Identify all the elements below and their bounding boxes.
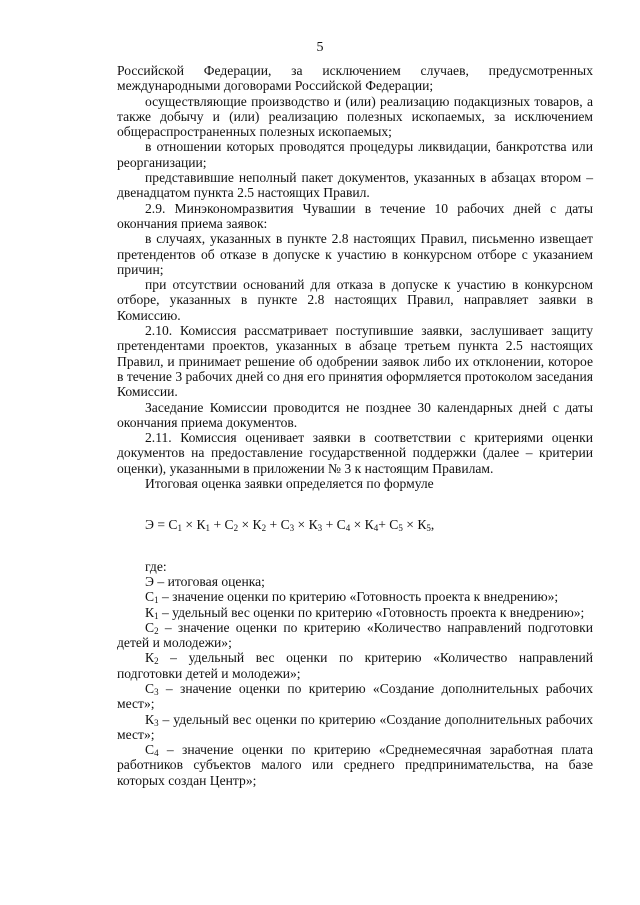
definition-item: $К_1$ – удельный вес оценки по критерию «Готовность проекта к внедрению»;: [145, 604, 585, 621]
definition-item: $С_2$ – значение оценки по критерию «Количество направлений подготовки детей и молодежи»;: [117, 619, 593, 651]
paragraph: 2.10. Комиссия рассматривает поступившие заявки, заслушивает защиту претендентами проектов, указанных в абзаце третьем пункта 2.5 настоящих Правил, и принимает решение об одобрении заявок либо их отклонении, которое в течение 3 рабочих дней со дня его принятия оформляется протоколом заседания Комиссии.: [117, 323, 593, 400]
where-label: где:: [145, 558, 167, 574]
paragraph: Итоговая оценка заявки определяется по формуле: [145, 476, 434, 492]
definition-item: $С_1$ – значение оценки по критерию «Готовность проекта к внедрению»;: [145, 589, 559, 606]
formula: $Э = С_1 \times К_1 + С_2 \times К_2 + С_3 \times К_3 + С_4 \times К_4+ С_5 \times К_5$,: [145, 517, 435, 534]
definition-item: $С_4$ – значение оценки по критерию «Среднемесячная заработная плата работников субъектов малого или среднего предпринимательства, на базе которых создан Центр»;: [117, 742, 593, 788]
definition-item: Э – итоговая оценка;: [145, 573, 265, 589]
paragraph: 2.9. Минэкономразвития Чувашии в течение 10 рабочих дней с даты окончания приема заявок:: [117, 200, 593, 231]
paragraph: Российской Федерации, за исключением случаев, предусмотренных международными договорами Российской Федерации;: [117, 63, 593, 94]
document-body: [117, 63, 593, 788]
symbol: $С_4$: [145, 742, 159, 759]
paragraph: в случаях, указанных в пункте 2.8 настоящих Правил, письменно извещает претендентов об отказе в допуске к участию в конкурсном отборе с указанием причин;: [117, 231, 593, 277]
paragraph: представившие неполный пакет документов, указанных в абзацах втором – двенадцатом пункта 2.5 настоящих Правил.: [117, 170, 593, 201]
symbol: $К_3$: [145, 711, 159, 728]
symbol: $К_2$: [145, 650, 159, 667]
symbol: $К_1$: [145, 604, 159, 621]
paragraph: 2.11. Комиссия оценивает заявки в соответствии с критериями оценки документов на предоставление государственной поддержки (далее – критерии оценки), указанными в приложении № 3 к настоящим Правилам.: [117, 430, 593, 476]
symbol: $С_2$: [145, 619, 159, 636]
definition-item: $К_2$ – удельный вес оценки по критерию «Количество направлений подготовки детей и молодежи»;: [117, 650, 593, 681]
symbol: $С_1$: [145, 589, 159, 606]
paragraph: осуществляющие производство и (или) реализацию подакцизных товаров, а также добычу и (или) реализацию полезных ископаемых, за исключением общераспространенных полезных ископаемых;: [117, 93, 593, 140]
definition-item: $К_3$ – удельный вес оценки по критерию «Создание дополнительных рабочих мест»;: [117, 711, 593, 742]
page-number: 5: [316, 40, 324, 55]
symbol: $С_3$: [145, 680, 159, 697]
definition-item: $С_3$ – значение оценки по критерию «Создание дополнительных рабочих мест»;: [117, 680, 593, 712]
paragraph: Заседание Комиссии проводится не позднее 30 календарных дней с даты окончания приема документов.: [117, 399, 593, 430]
paragraph: при отсутствии оснований для отказа в допуске к участию в конкурсном отборе, указанных в пункте 2.8 настоящих Правил, направляет заявки в Комиссию.: [117, 277, 593, 323]
paragraph: в отношении которых проводятся процедуры ликвидации, банкротства или реорганизации;: [117, 139, 593, 170]
